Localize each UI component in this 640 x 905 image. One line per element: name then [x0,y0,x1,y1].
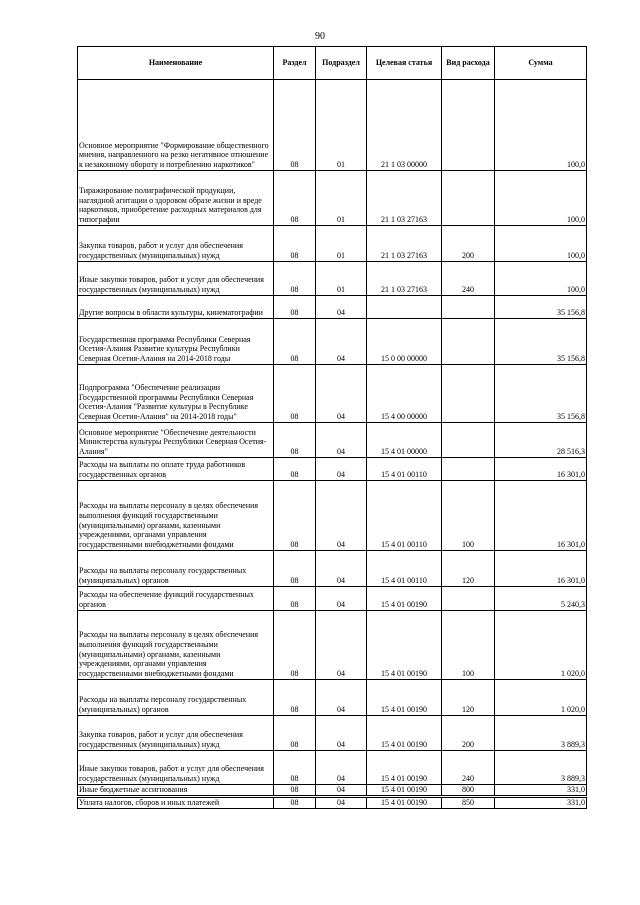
row-section: 08 [274,423,316,458]
header-target: Целевая статья [367,47,442,80]
row-sum: 35 156,8 [495,296,587,319]
row-name: Основное мероприятие "Обеспечение деятельности Министерства культуры Республики Северная Осетия-Алания" [78,423,274,458]
row-type: 200 [442,226,495,262]
row-name: Иные бюджетные ассигнования [78,785,274,797]
row-target: 15 4 01 00190 [367,797,442,809]
table-row [78,171,587,226]
row-target: 21 1 03 27163 [367,262,442,296]
row-type: 100 [442,611,495,680]
row-subsection: 04 [316,319,367,365]
row-name: Подпрограмма "Обеспечение реализации Государственной программы Республики Северная Осетия-Алания "Развитие культуры в Республике Северная Осетия-Алания" на 2014-2018 годы" [78,365,274,423]
row-target: 15 4 01 00110 [367,551,442,587]
row-section: 08 [274,611,316,680]
table-header-row [78,47,587,80]
row-subsection: 04 [316,423,367,458]
row-sum: 3 889,3 [495,751,587,785]
row-section: 08 [274,680,316,716]
table-row [78,587,587,611]
row-target: 15 4 00 00000 [367,365,442,423]
row-subsection: 04 [316,611,367,680]
row-section: 08 [274,587,316,611]
row-sum: 16 301,0 [495,481,587,551]
row-sum: 16 301,0 [495,551,587,587]
budget-table [77,46,587,809]
row-name: Тиражирование полиграфической продукции, наглядной агитации о здоровом образе жизни и вреде наркотиков, приобретение расходных материалов для типографии [78,171,274,226]
row-section: 08 [274,365,316,423]
row-subsection: 04 [316,680,367,716]
row-subsection: 04 [316,551,367,587]
row-sum: 331,0 [495,797,587,809]
row-sum: 16 301,0 [495,458,587,481]
row-section: 08 [274,262,316,296]
row-target: 15 4 01 00190 [367,716,442,751]
row-name: Расходы на выплаты персоналу в целях обеспечения выполнения функций государственными (муниципальными) органами, казенными учреждениями, органами управления государственными внебюджетными фондами [78,611,274,680]
row-sum: 100,0 [495,262,587,296]
row-subsection: 04 [316,797,367,809]
row-section: 08 [274,751,316,785]
table-row [78,365,587,423]
row-target: 15 4 01 00000 [367,423,442,458]
row-type: 800 [442,785,495,797]
table-row [78,797,587,809]
row-section: 08 [274,785,316,797]
table-row [78,611,587,680]
table-row [78,751,587,785]
row-type: 100 [442,481,495,551]
row-target: 15 4 01 00190 [367,785,442,797]
table-row [78,481,587,551]
row-subsection: 04 [316,751,367,785]
row-target: 15 0 00 00000 [367,319,442,365]
row-subsection: 04 [316,481,367,551]
table-row [78,319,587,365]
row-type [442,587,495,611]
row-subsection: 04 [316,458,367,481]
row-name: Иные закупки товаров, работ и услуг для обеспечения государственных (муниципальных) нужд [78,262,274,296]
row-sum: 100,0 [495,80,587,171]
row-target: 21 1 03 27163 [367,226,442,262]
page-number: 90 [315,31,325,42]
row-target: 21 1 03 27163 [367,171,442,226]
row-name: Закупка товаров, работ и услуг для обеспечения государственных (муниципальных) нужд [78,226,274,262]
header-sum: Сумма [495,47,587,80]
row-type: 120 [442,551,495,587]
row-subsection: 04 [316,716,367,751]
row-target: 15 4 01 00110 [367,481,442,551]
row-target: 15 4 01 00110 [367,458,442,481]
row-sum: 3 889,3 [495,716,587,751]
row-type: 240 [442,751,495,785]
row-name: Расходы на выплаты по оплате труда работников государственных органов [78,458,274,481]
row-subsection: 01 [316,171,367,226]
row-sum: 28 516,3 [495,423,587,458]
row-name: Уплата налогов, сборов и иных платежей [78,797,274,809]
header-section: Раздел [274,47,316,80]
row-section: 08 [274,319,316,365]
row-subsection: 01 [316,262,367,296]
row-type [442,423,495,458]
row-name: Иные закупки товаров, работ и услуг для обеспечения государственных (муниципальных) нужд [78,751,274,785]
row-type [442,171,495,226]
row-name: Расходы на выплаты персоналу в целях обеспечения выполнения функций государственными (муниципальными) органами, казенными учреждениями, органами управления государственными внебюджетными фондами [78,481,274,551]
table-row [78,716,587,751]
row-name: Расходы на выплаты персоналу государственных (муниципальных) органов [78,551,274,587]
row-target: 21 1 03 00000 [367,80,442,171]
row-subsection: 04 [316,587,367,611]
row-type [442,80,495,171]
row-name: Расходы на выплаты персоналу государственных (муниципальных) органов [78,680,274,716]
table-row [78,423,587,458]
row-section: 08 [274,481,316,551]
row-target: 15 4 01 00190 [367,751,442,785]
table-row [78,80,587,171]
row-sum: 35 156,8 [495,319,587,365]
table-row [78,680,587,716]
row-subsection: 01 [316,226,367,262]
row-target: 15 4 01 00190 [367,611,442,680]
row-name: Расходы на обеспечение функций государственных органов [78,587,274,611]
table-row [78,785,587,797]
row-type [442,458,495,481]
row-section: 08 [274,551,316,587]
row-type [442,365,495,423]
header-name: Наименование [78,47,274,80]
row-target [367,296,442,319]
table-row [78,458,587,481]
row-section: 08 [274,171,316,226]
row-section: 08 [274,458,316,481]
row-subsection: 04 [316,785,367,797]
header-subsection: Подраздел [316,47,367,80]
row-type: 240 [442,262,495,296]
row-sum: 35 156,8 [495,365,587,423]
row-section: 08 [274,80,316,171]
row-name: Другие вопросы в области культуры, кинематографии [78,296,274,319]
row-target: 15 4 01 00190 [367,587,442,611]
row-sum: 100,0 [495,226,587,262]
row-sum: 1 020,0 [495,611,587,680]
row-subsection: 04 [316,296,367,319]
row-type: 120 [442,680,495,716]
row-type: 850 [442,797,495,809]
row-sum: 100,0 [495,171,587,226]
row-section: 08 [274,296,316,319]
row-sum: 331,0 [495,785,587,797]
row-name: Государственная программа Республики Северная Осетия-Алания Развитие культуры Республики Северная Осетия-Алания на 2014-2018 годы [78,319,274,365]
row-sum: 1 020,0 [495,680,587,716]
row-section: 08 [274,716,316,751]
row-type [442,319,495,365]
row-target: 15 4 01 00190 [367,680,442,716]
table-row [78,262,587,296]
row-sum: 5 240,3 [495,587,587,611]
header-type: Вид расхода [442,47,495,80]
table-row [78,226,587,262]
row-subsection: 01 [316,80,367,171]
table-row [78,551,587,587]
row-section: 08 [274,797,316,809]
row-subsection: 04 [316,365,367,423]
row-name: Закупка товаров, работ и услуг для обеспечения государственных (муниципальных) нужд [78,716,274,751]
table-row [78,296,587,319]
row-name: Основное мероприятие "Формирование общественного мнения, направленного на резко негативное отношение к незаконному обороту и потреблению наркотиков" [78,80,274,171]
row-section: 08 [274,226,316,262]
row-type: 200 [442,716,495,751]
row-type [442,296,495,319]
